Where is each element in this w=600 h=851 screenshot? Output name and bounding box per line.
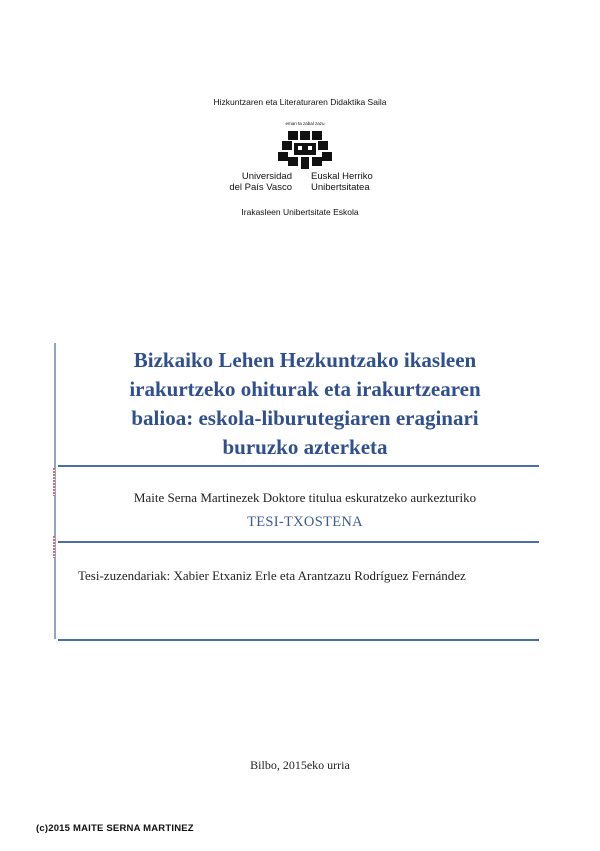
margin-mark — [53, 468, 55, 496]
logo-motto: eman ta zabal zazu — [285, 121, 325, 126]
department-name: Hizkuntzaren eta Literaturaren Didaktika Saila — [213, 97, 387, 107]
thesis-title: Bizkaiko Lehen Hezkuntzako ikasleen irakurtzeko ohiturak eta irakurtzearen balioa: eskola-liburutegiaren eraginari buruzko azterketa — [129, 348, 481, 459]
candidate-line: Maite Serna Martinezek Doktore titulua eskuratzeko aurkezturiko — [133, 490, 477, 505]
candidate-divider — [58, 541, 539, 543]
document-type: TESI-TXOSTENA — [247, 514, 363, 530]
copyright-notice: (c)2015 MAITE SERNA MARTINEZ — [36, 823, 194, 834]
title-divider — [58, 465, 539, 467]
bottom-divider — [58, 639, 539, 641]
university-name-es: Universidad del País Vasco — [229, 171, 292, 193]
school-name: Irakasleen Unibertsitate Eskola — [241, 207, 359, 217]
university-name-eu: Euskal Herriko Unibertsitatea — [311, 171, 373, 193]
supervisors-line: Tesi-zuzendariak: Xabier Etxaniz Erle eta Arantzazu Rodríguez Fernández — [78, 568, 466, 583]
place-date: Bilbo, 2015eko urria — [250, 758, 350, 772]
margin-mark — [53, 536, 55, 558]
